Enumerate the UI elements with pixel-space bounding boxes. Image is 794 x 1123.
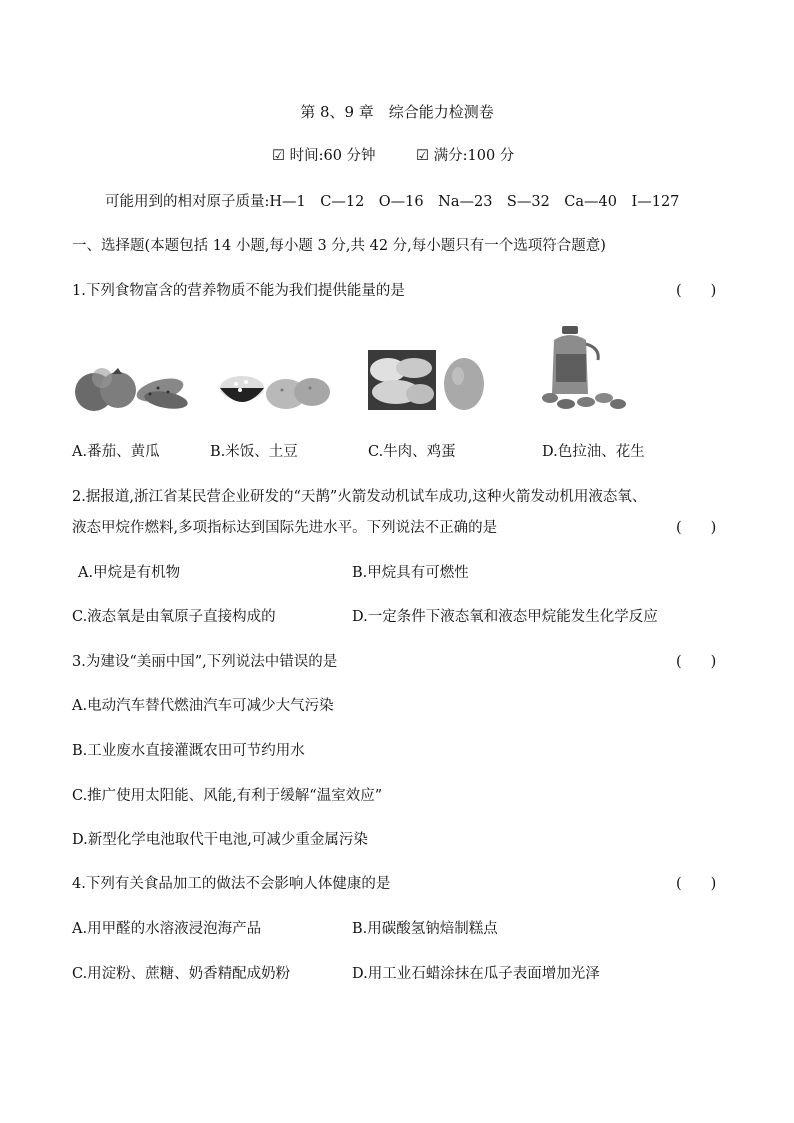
question-1-option-a[interactable]: A.番茄、黄瓜 — [72, 444, 160, 460]
answer-bracket-2: ( ) — [676, 520, 717, 536]
question-4-option-c[interactable]: C.用淀粉、蔗糖、奶香精配成奶粉 — [72, 966, 291, 982]
answer-bracket-4: ( ) — [676, 876, 717, 892]
question-4-stem: 4.下列有关食品加工的做法不会影响人体健康的是 — [72, 876, 391, 892]
question-3-option-c[interactable]: C.推广使用太阳能、风能,有利于缓解“温室效应” — [72, 788, 383, 804]
question-4-option-d[interactable]: D.用工业石蜡涂抹在瓜子表面增加光泽 — [352, 966, 600, 982]
question-2-option-a[interactable]: A.甲烷是有机物 — [78, 565, 181, 581]
question-2-stem-line2: 液态甲烷作燃料,多项指标达到国际先进水平。下列说法不正确的是 — [72, 520, 498, 536]
answer-bracket-1: ( ) — [676, 283, 717, 299]
question-2-option-d[interactable]: D.一定条件下液态氧和液态甲烷能发生化学反应 — [352, 609, 658, 625]
section-heading: 一、选择题(本题包括 14 小题,每小题 3 分,共 42 分,每小题只有一个选项符合题意) — [72, 238, 606, 254]
page-title: 第 8、9 章 综合能力检测卷 — [300, 103, 494, 121]
question-2-option-c[interactable]: C.液态氧是由氧原子直接构成的 — [72, 609, 276, 625]
full-score: ☑ 满分:100 分 — [416, 148, 515, 164]
rice-potato-image — [220, 368, 332, 414]
question-3-option-b[interactable]: B.工业废水直接灌溉农田可节约用水 — [72, 743, 305, 759]
oil-peanut-image — [540, 324, 632, 414]
question-1-option-d[interactable]: D.色拉油、花生 — [542, 444, 645, 460]
beef-egg-image — [368, 350, 488, 414]
question-2-stem-line1: 2.据报道,浙江省某民营企业研发的“天鹊”火箭发动机试车成功,这种火箭发动机用液态氧、 — [72, 489, 647, 505]
question-4-option-a[interactable]: A.用甲醛的水溶液浸泡海产品 — [72, 921, 262, 937]
question-3-stem: 3.为建设“美丽中国”,下列说法中错误的是 — [72, 654, 338, 670]
answer-bracket-3: ( ) — [676, 654, 717, 670]
tomato-cucumber-image — [72, 362, 192, 414]
question-1-stem: 1.下列食物富含的营养物质不能为我们提供能量的是 — [72, 283, 405, 299]
question-2-option-b[interactable]: B.甲烷具有可燃性 — [352, 565, 469, 581]
question-1-option-c[interactable]: C.牛肉、鸡蛋 — [368, 444, 456, 460]
time-limit: ☑ 时间:60 分钟 — [272, 148, 376, 164]
question-4-option-b[interactable]: B.用碳酸氢钠焙制糕点 — [352, 921, 498, 937]
question-3-option-a[interactable]: A.电动汽车替代燃油汽车可减少大气污染 — [72, 698, 334, 714]
question-1-option-b[interactable]: B.米饭、土豆 — [210, 444, 298, 460]
atomic-masses: 可能用到的相对原子质量:H—1 C—12 O—16 Na—23 S—32 Ca—40 I—127 — [105, 194, 680, 210]
question-3-option-d[interactable]: D.新型化学电池取代干电池,可减少重金属污染 — [72, 832, 368, 848]
